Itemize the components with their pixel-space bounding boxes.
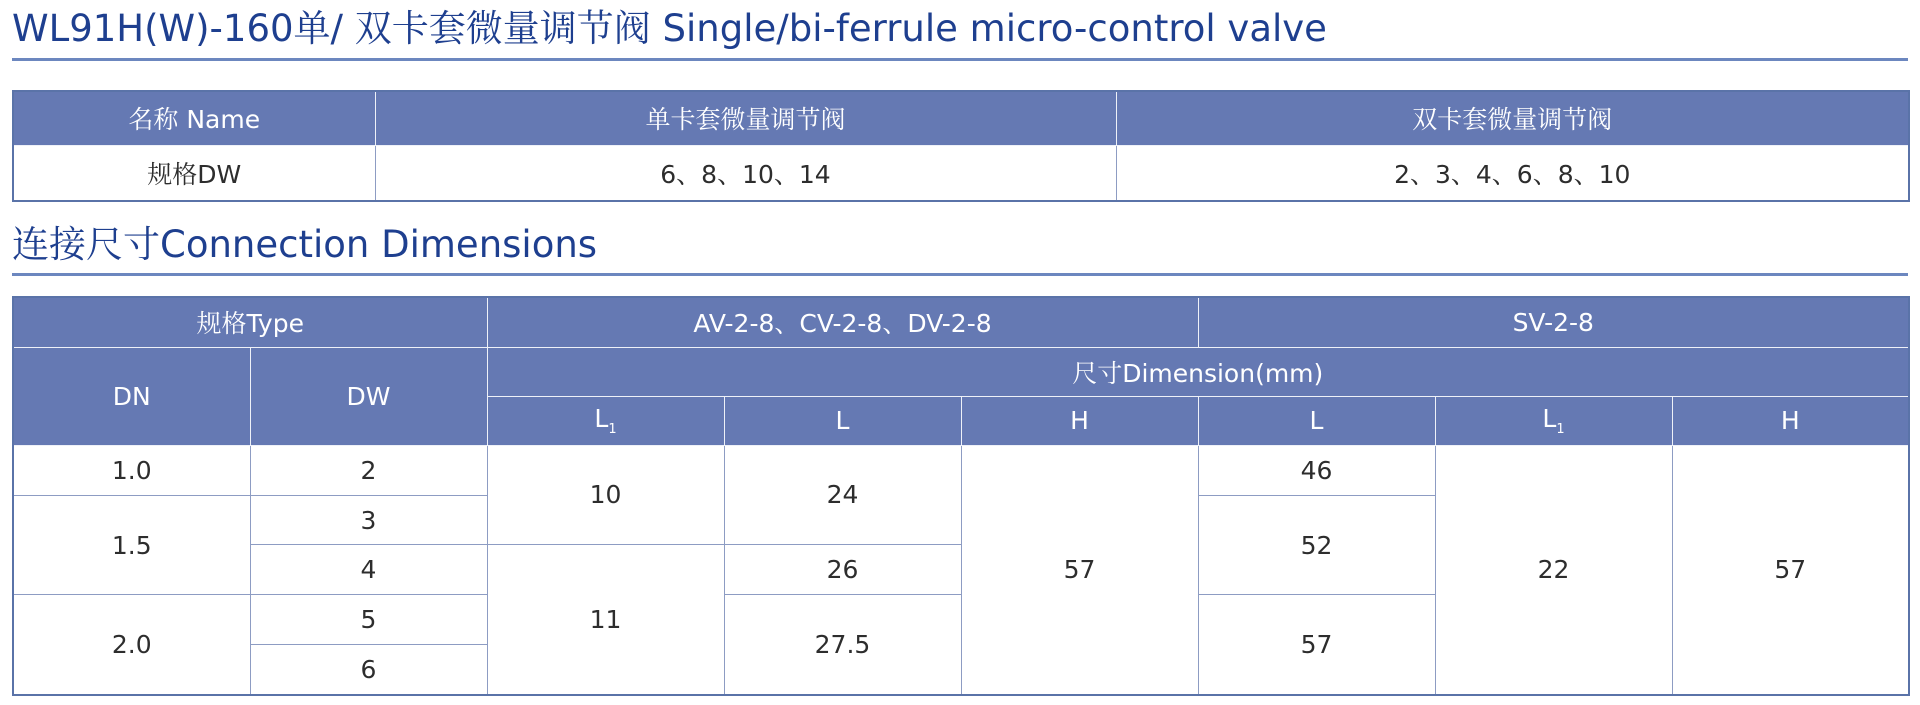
dimension-header-row bbox=[13, 347, 1909, 396]
dn-header: DN bbox=[13, 347, 250, 445]
dn-cell: 1.5 bbox=[13, 495, 250, 594]
connection-rule bbox=[12, 273, 1908, 276]
g2-l-cell: 46 bbox=[1198, 445, 1435, 495]
spec-table-header-row bbox=[13, 91, 1909, 145]
g1-h-cell: 57 bbox=[961, 445, 1198, 695]
g2-l1-cell: 22 bbox=[1435, 445, 1672, 695]
g1-l1-cell: 10 bbox=[487, 445, 724, 544]
spec-table-row bbox=[13, 145, 1909, 201]
title-rule bbox=[12, 58, 1908, 61]
group1-header: AV-2-8、CV-2-8、DV-2-8 bbox=[487, 297, 1198, 347]
g2-h-header: H bbox=[1672, 396, 1909, 445]
type-header-row bbox=[13, 297, 1909, 347]
g2-h-cell: 57 bbox=[1672, 445, 1909, 695]
single-ferrule-spec-cell: 6、8、10、14 bbox=[375, 145, 1116, 201]
g2-l-cell: 52 bbox=[1198, 495, 1435, 594]
g2-l-header: L bbox=[1198, 396, 1435, 445]
double-ferrule-header: 双卡套微量调节阀 bbox=[1116, 91, 1909, 145]
table-row bbox=[13, 445, 1909, 495]
dn-cell: 1.0 bbox=[13, 445, 250, 495]
double-ferrule-spec-cell: 2、3、4、6、8、10 bbox=[1116, 145, 1909, 201]
dw-header: DW bbox=[250, 347, 487, 445]
dw-cell: 2 bbox=[250, 445, 487, 495]
spec-table bbox=[12, 90, 1910, 202]
g1-l-cell: 26 bbox=[724, 545, 961, 595]
g1-l1-header: $L_1$ bbox=[487, 396, 724, 445]
dw-cell: 4 bbox=[250, 545, 487, 595]
g1-l1-cell: 11 bbox=[487, 545, 724, 695]
dw-cell: 3 bbox=[250, 495, 487, 544]
dimensions-table bbox=[12, 296, 1910, 696]
type-header: 规格Type bbox=[13, 297, 487, 347]
name-header: 名称 Name bbox=[13, 91, 375, 145]
page-title: WL91H(W)-160单/ 双卡套微量调节阀 Single/bi-ferrule micro-control valve bbox=[12, 7, 1327, 50]
g1-l-cell: 24 bbox=[724, 445, 961, 544]
g1-l-header: L bbox=[724, 396, 961, 445]
dn-cell: 2.0 bbox=[13, 595, 250, 695]
g2-l1-header: $L_1$ bbox=[1435, 396, 1672, 445]
dw-cell: 6 bbox=[250, 645, 487, 695]
g2-l-cell: 57 bbox=[1198, 595, 1435, 695]
g1-l-cell: 27.5 bbox=[724, 595, 961, 695]
g1-h-header: H bbox=[961, 396, 1198, 445]
dw-cell: 5 bbox=[250, 595, 487, 645]
connection-dimensions-title: 连接尺寸Connection Dimensions bbox=[12, 223, 598, 266]
spec-label-cell: 规格DW bbox=[13, 145, 375, 201]
dimension-header: 尺寸Dimension(mm) bbox=[487, 347, 1909, 396]
group2-header: SV-2-8 bbox=[1198, 297, 1909, 347]
single-ferrule-header: 单卡套微量调节阀 bbox=[375, 91, 1116, 145]
